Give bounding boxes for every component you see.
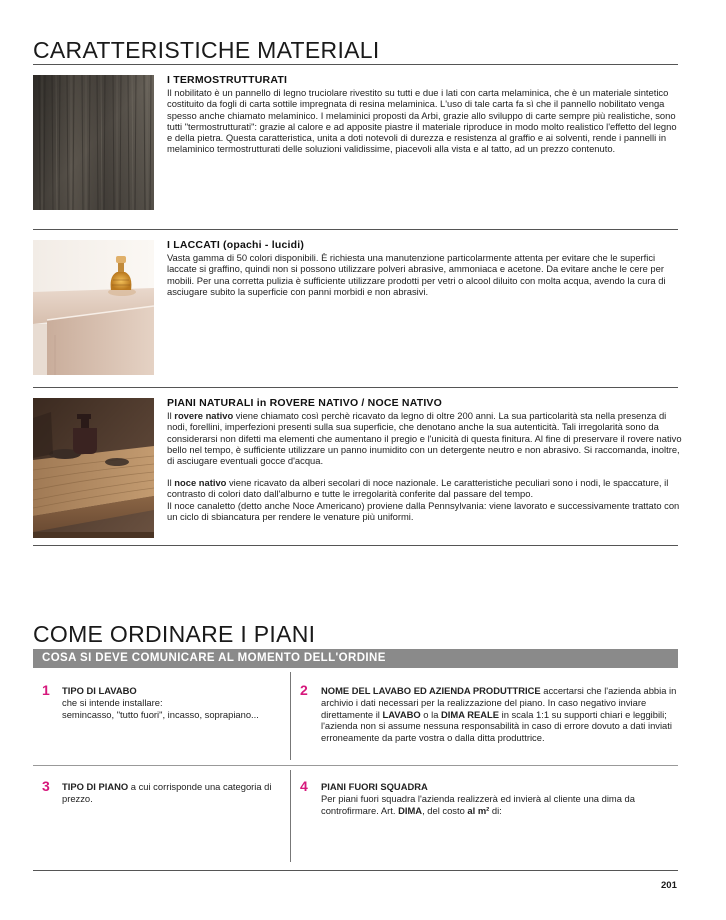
order-info-bar <box>33 649 678 668</box>
section-text: Vasta gamma di 50 colori disponibili. È richiesta una manutenzione particolarmente attenta per evitare che le superfici laccate si graffino, quindi non si possono utilizzare polveri abrasive, ammoniaca e acetone. Da evitare anche le cere per mobili. Per una corretta pulizia è sufficiente utilizzare prodotti per vetri o alcool diluito con molta acqua, avendo la cura di asciugare subito la superficie con panni morbidi e non abrasivi. <box>167 252 666 297</box>
footer-divider <box>33 870 678 871</box>
grid-vertical-divider <box>290 672 291 760</box>
section-divider <box>33 545 678 546</box>
title-divider <box>33 64 678 65</box>
section-divider <box>33 229 678 230</box>
step-tipo-di-lavabo: TIPO DI LAVABO che si intende installare: semincasso, "tutto fuori", incasso, soprapiano... <box>62 685 259 720</box>
grid-vertical-divider <box>290 770 291 862</box>
section-title: PIANI NATURALI in ROVERE NATIVO / NOCE NATIVO <box>167 397 443 409</box>
section-text-noce: Il noce nativo viene ricavato da alberi secolari di noce nazionale. Le caratteristiche peculiari sono i nodi, le spaccature, il contrasto di colori dato dall'alburno e tutte le irregolarità conferite dal passare del tempo. <box>167 477 669 500</box>
step-number: 1 <box>42 682 50 698</box>
step-number: 4 <box>300 778 308 794</box>
step-number: 2 <box>300 682 308 698</box>
step-title: NOME DEL LAVABO ED AZIENDA PRODUTTRICE <box>321 685 541 696</box>
section-divider <box>33 387 678 388</box>
step-tipo-di-piano: TIPO DI PIANO a cui corrisponde una categoria di prezzo. <box>62 781 272 804</box>
section-termostrutturati <box>167 75 682 154</box>
section-text: Il nobilitato è un pannello di legno truciolare rivestito su tutti e due i lati con carta melaminica, che è un materiale sintetico costituito da fogli di carta sottile impregnata di resina melaminica. L'uso di tale carta fa sì che il pannello nobilitato venga spesso anche chiamato melaminico. I melaminici proposti da Arbi, grazie allo sviluppo di carte sempre più realistiche, sono tutti "termostrutturati": grazie al calore e ad apposite piastre il materiale riproduce in modo molto realistico l'effetto del legno e della pietra. Questa caratteristica, unita a doti notevoli di durezza e resistenza al graffio e ai solventi, rende i pannelli in melaminico termostrutturati delle soluzioni validissime, piacevoli alla vista e al tatto, ad un prezzo contenuto. <box>167 87 677 155</box>
step-title: PIANI FUORI SQUADRA <box>321 781 428 792</box>
wood-texture-image <box>33 75 154 210</box>
section-title: I TERMOSTRUTTURATI <box>167 74 288 86</box>
page-title-order: COME ORDINARE I PIANI <box>33 621 316 647</box>
noce-nativo-label: noce nativo <box>174 477 227 489</box>
section-piani-naturali <box>167 398 682 522</box>
step-title: TIPO DI PIANO <box>62 781 129 792</box>
section-text-canaletto: Il noce canaletto (detto anche Noce Americano) proviene dalla Pennsylvania: viene lavorato e successivamente trattato con un ciclo di sbiancatura per rendere le venature più uniformi. <box>167 499 680 522</box>
step-nome-del-lavabo: NOME DEL LAVABO ED AZIENDA PRODUTTRICE accertarsi che l'azienda abbia in archivio i dati necessari per la realizzazione del piano. In caso negativo inviare direttamente il LAVABO o la DIMA REALE in scala 1:1 su supporti chiari e leggibili; l'azienda non si assume nessuna responsabilità in caso di errore dovuto a dati inviati erroneamente da parte vostra o dalla ditta produttrice. <box>321 685 677 744</box>
step-title: TIPO DI LAVABO <box>62 685 137 696</box>
rovere-nativo-label: rovere nativo <box>174 410 234 422</box>
page-number: 201 <box>661 880 677 891</box>
page-title-materials: CARATTERISTICHE MATERIALI <box>33 37 380 63</box>
step-piani-fuori-squadra: PIANI FUORI SQUADRA Per piani fuori squadra l'azienda realizzerà ed invierà al cliente una dima da controfirmare. Art. DIMA, del costo al m² di: <box>321 781 635 816</box>
step-number: 3 <box>42 778 50 794</box>
order-info-bar-label: COSA SI DEVE COMUNICARE AL MOMENTO DELL'ORDINE <box>42 652 386 664</box>
section-text-rovere: Il rovere nativo viene chiamato così perchè ricavato da legno di oltre 200 anni. La sua particolarità sta nella presenza di nodi, forellini, imperfezioni presenti sulla sua superficie, che denotano anche la sua autenticità. Tali irregolarità sono da considerarsi non difetti ma elementi che aumentano il pregio e l'unicità di questa finitura. Al fine di preservare il rovere nativo bello nel tempo, è sufficiente utilizzare un panno inumidito con un detergente neutro e non abrasivo. Si raccomanda, inoltre, di asciugare eventuali gocce d'acqua. <box>167 410 682 467</box>
lacquered-vanity-image <box>33 240 154 375</box>
wood-top-image <box>33 398 154 538</box>
section-title: I LACCATI (opachi - lucidi) <box>167 239 305 251</box>
section-laccati <box>167 240 682 297</box>
grid-horizontal-divider <box>33 765 678 766</box>
